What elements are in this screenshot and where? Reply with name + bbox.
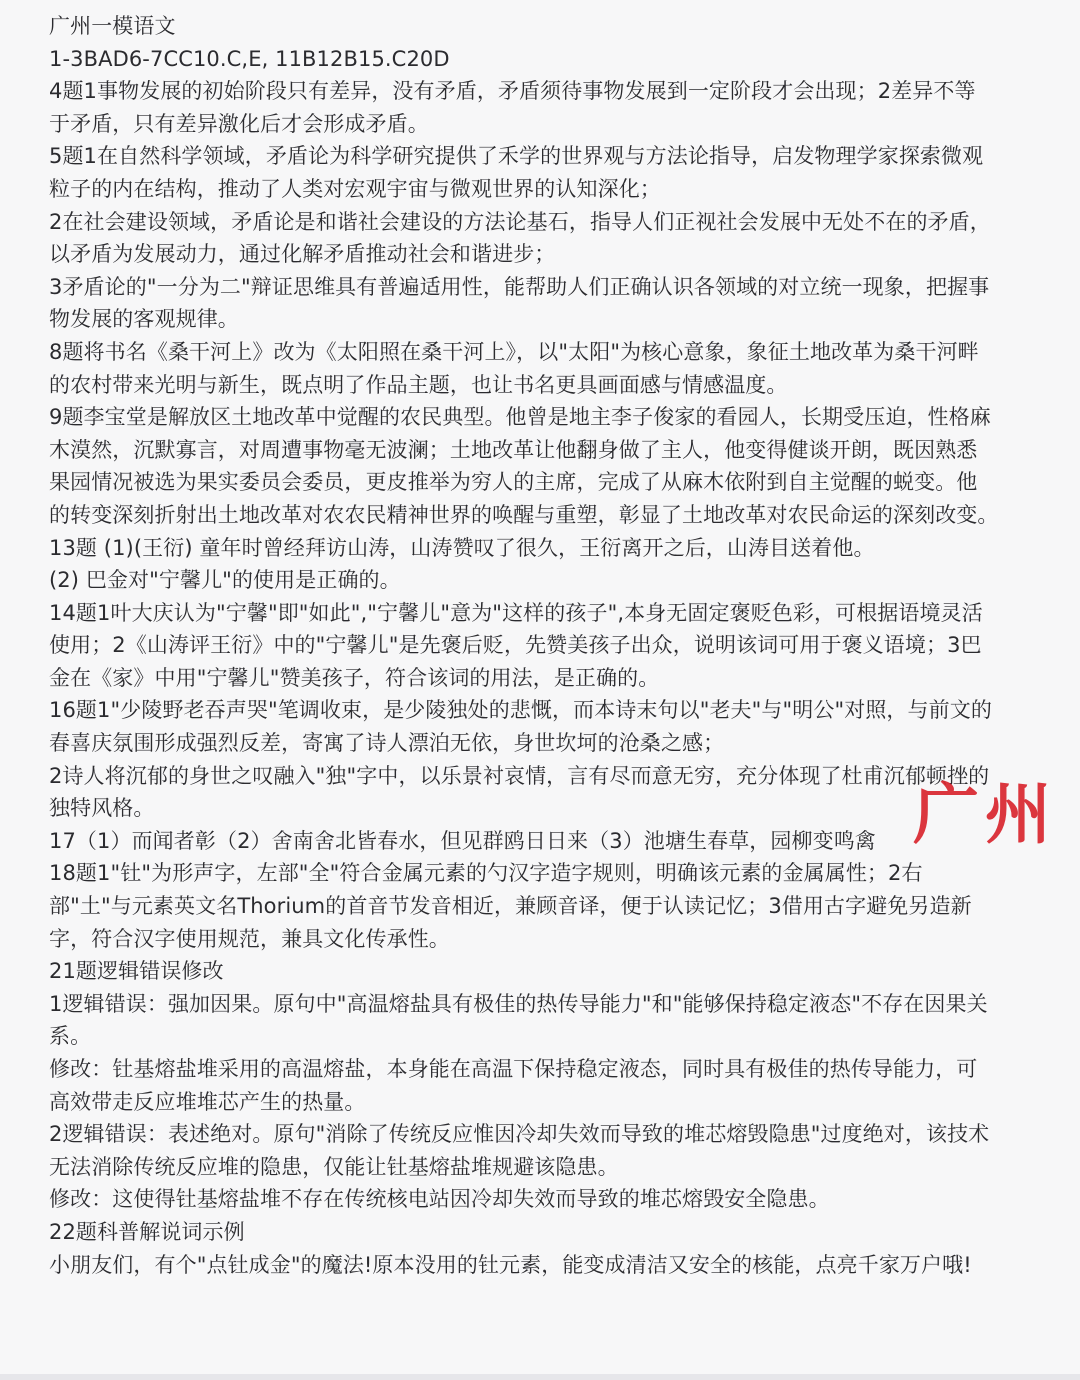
text-line: 部"土"与元素英文名Thorium的首音节发音相近，兼顾音译，便于认读记忆；3借用古字避免另造新 bbox=[49, 894, 972, 919]
text-line: 修改：这使得钍基熔盐堆不存在传统核电站因冷却失效而导致的堆芯熔毁安全隐患。 bbox=[49, 1187, 830, 1212]
text-line: 无法消除传统反应堆的隐患，仅能让钍基熔盐堆规避该隐患。 bbox=[49, 1154, 619, 1179]
text-line: 小朋友们，有个"点钍成金"的魔法!原本没用的钍元素，能变成清洁又安全的核能，点亮千家万户哦! bbox=[49, 1252, 972, 1277]
guangzhou-watermark: 广州 bbox=[913, 776, 1057, 853]
text-line: 2诗人将沉郁的身世之叹融入"独"字中，以乐景衬哀情，言有尽而意无穷，充分体现了杜甫沉郁顿挫的 bbox=[49, 763, 990, 788]
text-line: 8题将书名《桑干河上》改为《太阳照在桑干河上》，以"太阳"为核心意象，象征土地改革为桑干河畔 bbox=[49, 339, 979, 364]
text-line: 1逻辑错误：强加因果。原句中"高温熔盐具有极佳的热传导能力"和"能够保持稳定液态"不存在因果关 bbox=[49, 991, 988, 1016]
text-line: 9题李宝堂是解放区土地改革中觉醒的农民典型。他曾是地主李子俊家的看园人，长期受压迫，性格麻 bbox=[49, 405, 991, 430]
text-line: 5题1在自然科学领域，矛盾论为科学研究提供了禾学的世界观与方法论指导，启发物理学家探索微观 bbox=[49, 144, 984, 169]
text-line: 修改：钍基熔盐堆采用的高温熔盐，本身能在高温下保持稳定液态，同时具有极佳的热传导能力，可 bbox=[49, 1057, 978, 1081]
text-line: 16题1"少陵野老吞声哭"笔调收束，是少陵独处的悲慨，而本诗末句以"老夫"与"明公"对照，与前文的 bbox=[49, 698, 992, 723]
text-line: 4题1事物发展的初始阶段只有差异，没有矛盾，矛盾须待事物发展到一定阶段才会出现；2差异不等 bbox=[49, 79, 976, 104]
text-line: 2逻辑错误：表述绝对。原句"消除了传统反应惟因冷却失效而导致的堆芯熔毁隐患"过度绝对，该技术 bbox=[49, 1122, 990, 1147]
text-line: 春喜庆氛围形成强烈反差，寄寓了诗人漂泊无依，身世坎坷的沧桑之感； bbox=[49, 731, 725, 756]
text-line: 2在社会建设领域，矛盾论是和谐社会建设的方法论基石，指导人们正视社会发展中无处不在的矛盾， bbox=[49, 209, 991, 234]
text-line: 系。 bbox=[49, 1024, 92, 1049]
text-line: 1-3BAD6-7CC10.C,E, 11B12B15.C20D bbox=[49, 46, 450, 71]
document-title: 广州一模语文 bbox=[49, 14, 176, 38]
text-line: 物发展的客观规律。 bbox=[49, 307, 239, 332]
text-line: 的农村带来光明与新生，既点明了作品主题，也让书名更具画面感与情感温度。 bbox=[49, 372, 788, 397]
text-line: 粒子的内在结构，推动了人类对宏观宇宙与微观世界的认知深化； bbox=[49, 176, 661, 201]
text-line: (2) 巴金对"宁馨儿"的使用是正确的。 bbox=[49, 568, 401, 593]
text-line: 高效带走反应堆堆芯产生的热量。 bbox=[49, 1089, 366, 1114]
text-line: 14题1叶大庆认为"宁馨"即"如此","宁馨儿"意为"这样的孩子",本身无固定褒贬色彩，可根据语境灵活 bbox=[49, 600, 983, 625]
answer-text-block bbox=[49, 10, 1039, 1281]
text-line: 字，符合汉字使用规范，兼具文化传承性。 bbox=[49, 926, 450, 951]
text-line: 使用；2《山涛评王衍》中的"宁馨儿"是先褒后贬，先赞美孩子出众，说明该词可用于褒义语境；3巴 bbox=[49, 633, 982, 658]
text-line: 果园情况被选为果实委员会委员，更皮推举为穷人的主席，完成了从麻木依附到自主觉醒的蜕变。他 bbox=[49, 470, 978, 495]
text-line: 木漠然，沉默寡言，对周遭事物毫无波澜；土地改革让他翻身做了主人，他变得健谈开朗，既因熟悉 bbox=[49, 437, 978, 462]
text-line: 21题逻辑错误修改 bbox=[49, 959, 224, 984]
text-line: 13题 (1)(王衍) 童年时曾经拜访山涛，山涛赞叹了很久，王衍离开之后，山涛目送着他。 bbox=[49, 535, 875, 560]
text-line: 3矛盾论的"一分为二"辩证思维具有普遍适用性，能帮助人们正确认识各领域的对立统一现象，把握事 bbox=[49, 274, 990, 299]
text-line: 18题1"钍"为形声字，左部"全"符合金属元素的勺汉字造字规则，明确该元素的金属属性；2右 bbox=[49, 861, 923, 886]
text-line: 于矛盾，只有差异激化后才会形成矛盾。 bbox=[49, 111, 429, 136]
text-line: 的转变深刻折射出土地改革对农农民精神世界的唤醒与重塑，彰显了土地改革对农民命运的深刻改变。 bbox=[49, 502, 999, 527]
text-line: 以矛盾为发展动力，通过化解矛盾推动社会和谐进步； bbox=[49, 242, 556, 267]
text-line: 金在《家》中用"宁馨儿"赞美孩子，符合该词的用法，是正确的。 bbox=[49, 665, 660, 690]
text-line: 22题科普解说词示例 bbox=[49, 1219, 245, 1244]
page-bottom-edge bbox=[0, 1374, 1080, 1380]
text-line: 17（1）而闻者彰（2）舍南舍北皆春水，但见群鸥日日来（3）池塘生春草，园柳变鸣禽 bbox=[49, 828, 876, 853]
text-line: 独特风格。 bbox=[49, 796, 155, 821]
